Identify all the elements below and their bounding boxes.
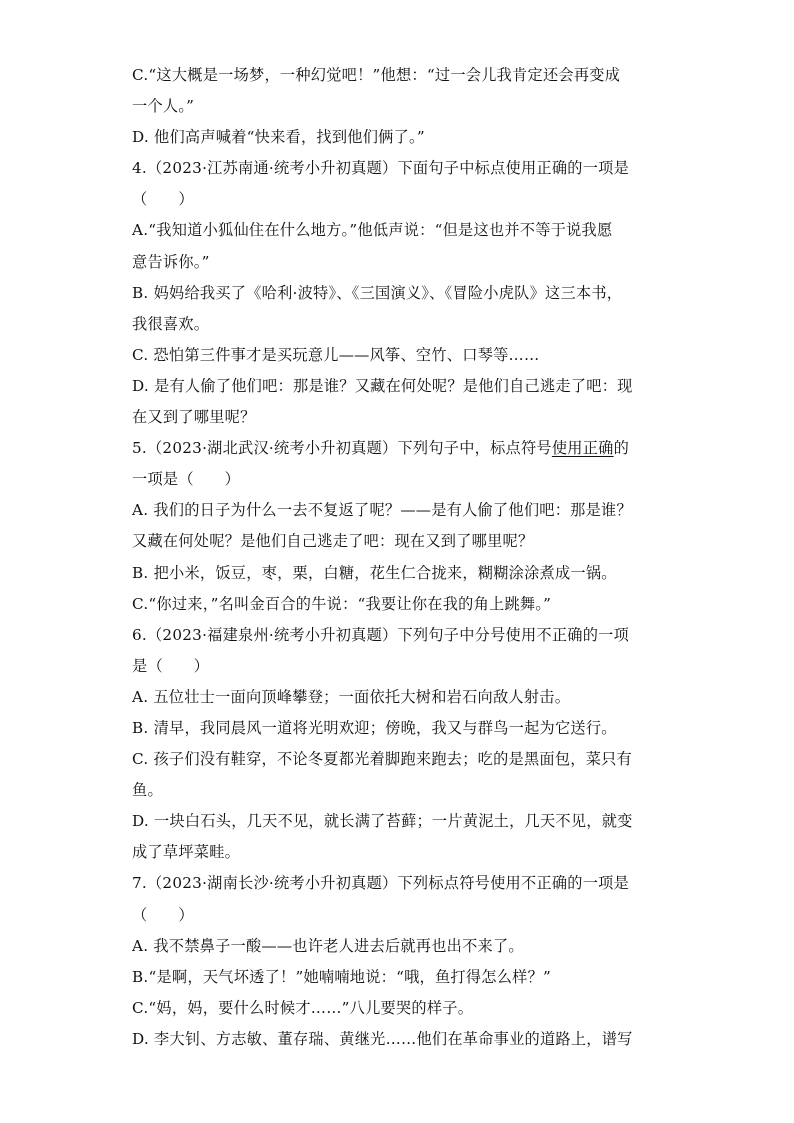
option-a-line-1: A. 我不禁鼻子一酸——也许老人进去后就再也出不来了。 <box>132 936 524 955</box>
option-b-line-1: B. 妈妈给我买了《哈利·波特》、《三国演义》、《冒险小虎队》这三本书， <box>132 283 623 302</box>
option-d-line-1: D. 一块白石头，几天不见，就长满了苔藓；一片黄泥土，几天不见，就变 <box>132 812 633 831</box>
stem-text-end: 的 <box>613 439 630 458</box>
option-c-line-1: C.“你过来，”名叫金百合的牛说：“我要让你在我的角上跳舞。” <box>132 594 552 613</box>
underlined-keyword: 使用正确 <box>551 439 614 458</box>
question-4 <box>132 153 666 433</box>
page-content <box>132 60 666 1055</box>
option-d-line-2: 成了草坪菜畦。 <box>132 843 241 862</box>
question-stem-line-2: （ ） <box>132 190 194 209</box>
question-stem-line-2: 一项是（ ） <box>132 470 241 489</box>
option-c-line-2: 一个人。” <box>132 97 195 116</box>
option-c-line-2: 鱼。 <box>132 781 163 800</box>
option-c-line-1: C.“这大概是一场梦，一种幻觉吧！”他想：“过一会儿我肯定还会再变成 <box>132 66 621 84</box>
option-c-line-1: C. 恐怕第三件事才是买玩意儿——风筝、空竹、口琴等…… <box>132 345 540 364</box>
option-d-line-1: D. 他们高声喊着“快来看，找到他们俩了。” <box>132 128 425 147</box>
question-stem-line-1: 4.（2023·江苏南通·统考小升初真题）下面句子中标点使用正确的一项是 <box>132 159 630 178</box>
question-stem-line-1: 7.（2023·湖南长沙·统考小升初真题）下列标点符号使用不正确的一项是 <box>132 874 630 893</box>
option-a-line-1: A.“我知道小狐仙住在什么地方。”他低声说：“但是这也并不等于说我愿 <box>132 221 613 240</box>
stem-text: 5.（2023·湖北武汉·统考小升初真题）下列句子中，标点符号 <box>132 439 552 458</box>
option-a-line-2: 意告诉你。” <box>132 252 210 271</box>
question-3-tail <box>132 60 666 153</box>
question-stem-line-2: 是（ ） <box>132 656 210 675</box>
option-a-line-1: A. 五位壮士一面向顶峰攀登；一面依托大树和岩石向敌人射击。 <box>132 687 571 706</box>
question-5 <box>132 433 666 620</box>
option-b-line-1: B. 清早，我同晨风一道将光明欢迎；傍晚，我又与群鸟一起为它送行。 <box>132 718 617 737</box>
option-b-line-1: B.“是啊，天气坏透了！”她喃喃地说：“哦，鱼打得怎么样？” <box>132 967 552 986</box>
option-a-line-2: 又藏在何处呢？是他们自己逃走了吧：现在又到了哪里呢？ <box>132 532 534 551</box>
question-stem-line-2: （ ） <box>132 905 194 924</box>
option-d-line-2: 在又到了哪里呢？ <box>132 408 256 427</box>
question-stem-line-1 <box>132 433 666 464</box>
question-7 <box>132 868 666 1055</box>
question-stem-line-1: 6.（2023·福建泉州·统考小升初真题）下列句子中分号使用不正确的一项 <box>132 625 630 644</box>
option-c-line-1: C.“妈，妈，要什么时候才……”八儿要哭的样子。 <box>132 998 474 1017</box>
option-d-line-1: D. 是有人偷了他们吧：那是谁？又藏在何处呢？是他们自己逃走了吧：现 <box>132 376 633 395</box>
option-b-line-1: B. 把小米，饭豆，枣，栗，白糖，花生仁合拢来，糊糊涂涂煮成一锅。 <box>132 563 617 582</box>
option-c-line-1: C. 孩子们没有鞋穿，不论冬夏都光着脚跑来跑去；吃的是黑面包，菜只有 <box>132 750 633 769</box>
option-d-line-1: D. 李大钊、方志敏、董存瑞、黄继光……他们在革命事业的道路上，谱写 <box>132 1029 633 1048</box>
option-a-line-1: A. 我们的日子为什么一去不复返了呢？——是有人偷了他们吧：那是谁？ <box>132 501 632 520</box>
question-6 <box>132 620 666 869</box>
option-b-line-2: 我很喜欢。 <box>132 314 210 333</box>
